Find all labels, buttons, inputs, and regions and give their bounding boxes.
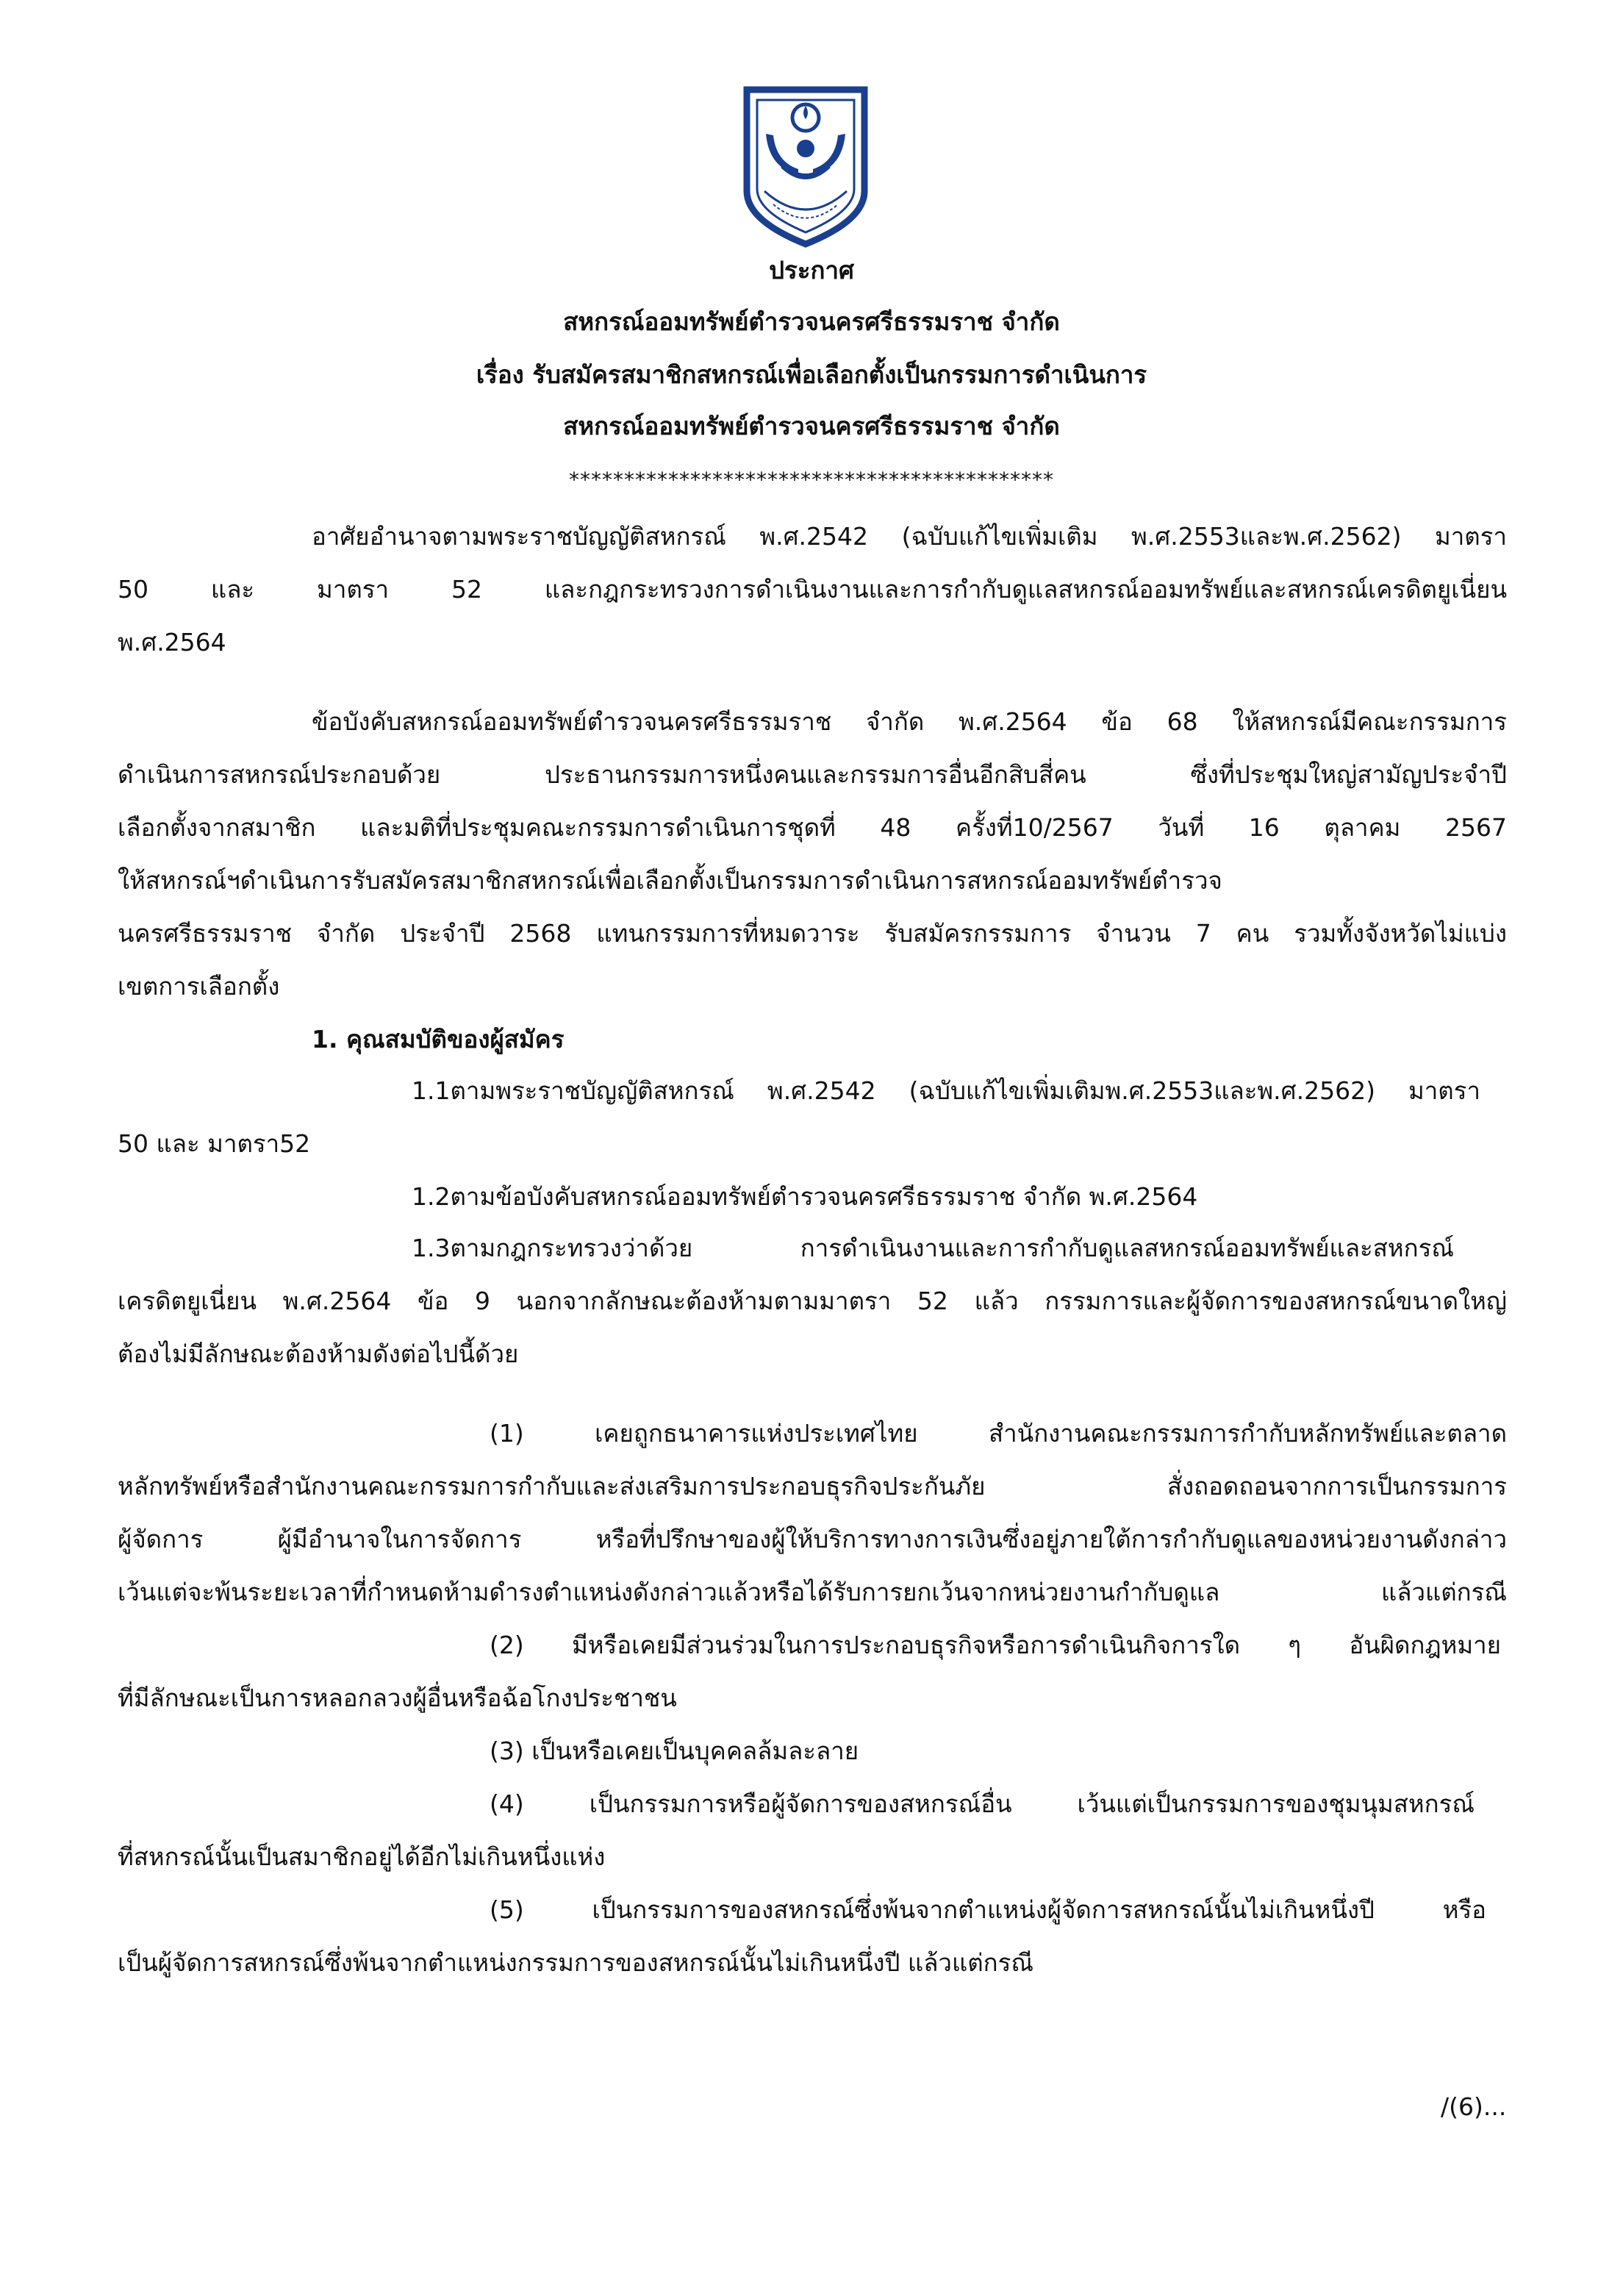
header-separator: ******************************************** bbox=[569, 468, 1054, 492]
paragraph-2-line: นครศรีธรรมราช จำกัด ประจำปี 2568 แทนกรรมการที่หมดวาระ รับสมัครกรรมการ จำนวน 7 คน รวมทั้งจังหวัดไม่แบ่ง bbox=[118, 919, 1507, 948]
paragraph-2-line: ข้อบังคับสหกรณ์ออมทรัพย์ตำรวจนครศรีธรรมราช จำกัด พ.ศ.2564 ข้อ 68 ให้สหกรณ์มีคณะกรรมการ bbox=[312, 707, 1507, 736]
cooperative-emblem-icon bbox=[732, 81, 879, 250]
paragraph-1-line: 50 และ มาตรา 52 และกฎกระทรวงการดำเนินงานและการกำกับดูแลสหกรณ์ออมทรัพย์และสหกรณ์เครดิตยูเนี่ยน bbox=[118, 575, 1507, 604]
announcement-subject: เรื่อง รับสมัครสมาชิกสหกรณ์เพื่อเลือกตั้งเป็นกรรมการดำเนินการ bbox=[476, 360, 1147, 389]
sub-item-2-line: (2) มีหรือเคยมีส่วนร่วมในการประกอบธุรกิจหรือการดำเนินกิจการใด ๆ อันผิดกฎหมาย bbox=[490, 1631, 1501, 1659]
paragraph-1-line: พ.ศ.2564 bbox=[118, 628, 226, 657]
item-1-1-line: 50 และ มาตรา52 bbox=[118, 1129, 311, 1158]
sub-item-1-line: ผู้จัดการ ผู้มีอำนาจในการจัดการ หรือที่ปรึกษาของผู้ให้บริการทางการเงินซึ่งอยู่ภายใต้การกำกับดูแลของหน่วยงานดังกล่าว bbox=[118, 1525, 1507, 1553]
sub-item-5-line: เป็นผู้จัดการสหกรณ์ซึ่งพ้นจากตำแหน่งกรรมการของสหกรณ์นั้นไม่เกินหนึ่งปี แล้วแต่กรณี bbox=[118, 1948, 1033, 1977]
item-1-3-line: เครดิตยูเนี่ยน พ.ศ.2564 ข้อ 9 นอกจากลักษณะต้องห้ามตามมาตรา 52 แล้ว กรรมการและผู้จัดการของสหกรณ์ขนาดใหญ่ bbox=[118, 1287, 1507, 1315]
item-1-3-line: ต้องไม่มีลักษณะต้องห้ามดังต่อไปนี้ด้วย bbox=[118, 1340, 519, 1368]
paragraph-2-line: เขตการเลือกตั้ง bbox=[118, 972, 280, 1001]
section-1-heading: 1. คุณสมบัติของผู้สมัคร bbox=[312, 1025, 565, 1054]
sub-item-2-line: ที่มีลักษณะเป็นการหลอกลวงผู้อื่นหรือฉ้อโกงประชาชน bbox=[118, 1684, 677, 1712]
sub-item-4-line: (4) เป็นกรรมการหรือผู้จัดการของสหกรณ์อื่น เว้นแต่เป็นกรรมการของชุมนุมสหกรณ์ bbox=[490, 1789, 1475, 1818]
item-1-2-line: 1.2ตามข้อบังคับสหกรณ์ออมทรัพย์ตำรวจนครศรีธรรมราช จำกัด พ.ศ.2564 bbox=[412, 1182, 1198, 1211]
continued-page-marker: /(6)... bbox=[1441, 2092, 1507, 2121]
organization-name-repeat: สหกรณ์ออมทรัพย์ตำรวจนครศรีธรรมราช จำกัด bbox=[563, 412, 1060, 440]
sub-item-3-line: (3) เป็นหรือเคยเป็นบุคคลล้มละลาย bbox=[490, 1737, 859, 1765]
sub-item-5-line: (5) เป็นกรรมการของสหกรณ์ซึ่งพ้นจากตำแหน่งผู้จัดการสหกรณ์นั้นไม่เกินหนึ่งปี หรือ bbox=[490, 1895, 1486, 1924]
announcement-label: ประกาศ bbox=[769, 256, 854, 285]
item-1-1-line: 1.1ตามพระราชบัญญัติสหกรณ์ พ.ศ.2542 (ฉบับแก้ไขเพิ่มเติมพ.ศ.2553และพ.ศ.2562) มาตรา bbox=[412, 1076, 1480, 1105]
item-1-3-line: 1.3ตามกฎกระทรวงว่าด้วย การดำเนินงานและการกำกับดูแลสหกรณ์ออมทรัพย์และสหกรณ์ bbox=[412, 1234, 1454, 1262]
paragraph-2-line: ให้สหกรณ์ฯดำเนินการรับสมัครสมาชิกสหกรณ์เพื่อเลือกตั้งเป็นกรรมการดำเนินการสหกรณ์ออมทรัพย์ตำรวจ bbox=[118, 866, 1222, 895]
sub-item-4-line: ที่สหกรณ์นั้นเป็นสมาชิกอยู่ได้อีกไม่เกินหนึ่งแห่ง bbox=[118, 1842, 606, 1871]
paragraph-1-line: อาศัยอำนาจตามพระราชบัญญัติสหกรณ์ พ.ศ.2542 (ฉบับแก้ไขเพิ่มเติม พ.ศ.2553และพ.ศ.2562) มาตรา bbox=[312, 522, 1507, 551]
sub-item-1-line: เว้นแต่จะพ้นระยะเวลาที่กำหนดห้ามดำรงตำแหน่งดังกล่าวแล้วหรือได้รับการยกเว้นจากหน่วยงานกำกับดูแล แล้วแต่กรณี bbox=[118, 1578, 1507, 1606]
paragraph-2-line: ดำเนินการสหกรณ์ประกอบด้วย ประธานกรรมการหนึ่งคนและกรรมการอื่นอีกสิบสี่คน ซึ่งที่ประชุมใหญ่สามัญประจำปี bbox=[118, 760, 1507, 789]
organization-name: สหกรณ์ออมทรัพย์ตำรวจนครศรีธรรมราช จำกัด bbox=[563, 307, 1060, 336]
sub-item-1-line: (1) เคยถูกธนาคารแห่งประเทศไทย สำนักงานคณะกรรมการกำกับหลักทรัพย์และตลาด bbox=[490, 1419, 1507, 1448]
paragraph-2-line: เลือกตั้งจากสมาชิก และมติที่ประชุมคณะกรรมการดำเนินการชุดที่ 48 ครั้งที่10/2567 วันที่ 16 ตุลาคม 2567 bbox=[118, 813, 1507, 842]
sub-item-1-line: หลักทรัพย์หรือสำนักงานคณะกรรมการกำกับและส่งเสริมการประกอบธุรกิจประกันภัย สั่งถอดถอนจากการเป็นกรรมการ bbox=[118, 1472, 1507, 1501]
